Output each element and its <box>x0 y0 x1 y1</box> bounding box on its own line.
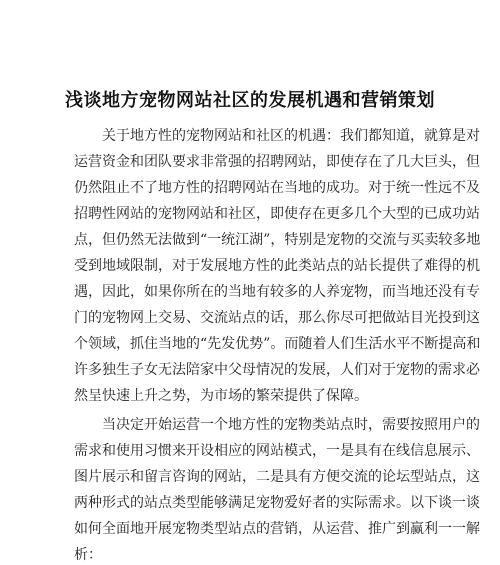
paragraph-2-line-3: 图片展示和留言咨询的网站，二是具有方便交流的论坛型站点，这 <box>74 469 480 485</box>
paragraph-1-line-11: 然呈快速上升之势，为市场的繁荣提供了保障。 <box>74 388 368 404</box>
paragraph-1-line-1: 关于地方性的宠物网站和社区的机遇：我们都知道，就算是对 <box>102 128 480 144</box>
paragraph-2-line-1: 当决定开始运营一个地方性的宠物类站点时，需要按照用户的 <box>102 417 480 433</box>
paragraph-2-line-5: 如何全面地开展宠物类型站点的营销，从运营、推广到赢利一一解 <box>74 521 480 537</box>
paragraph-1-line-6: 受到地域限制，对于发展地方性的此类站点的站长提供了难得的机 <box>74 258 480 274</box>
paragraph-1-line-3: 仍然阻止不了地方性的招聘网站在当地的成功。对于统一性远不及 <box>74 180 480 196</box>
paragraph-1-line-10: 许多独生子女无法陪家中父母情况的发展，人们对于宠物的需求必 <box>74 362 480 378</box>
paragraph-1-line-8: 门的宠物网上交易、交流站点的话，那么你尽可把做站目光投到这 <box>74 310 480 326</box>
paragraph-2-line-6: 析： <box>74 547 102 563</box>
paragraph-1-line-2: 运营资金和团队要求非常强的招聘网站，即使存在了几大巨头，但 <box>74 154 480 170</box>
article-title: 浅谈地方宠物网站社区的发展机遇和营销策划 <box>65 90 435 111</box>
paragraph-1-line-9: 个领域，抓住当地的“先发优势”。而随着人们生活水平不断提高和 <box>74 336 481 352</box>
paragraph-1-line-7: 遇，因此，如果你所在的当地有较多的人养宠物，而当地还没有专 <box>74 284 480 300</box>
paragraph-1-line-4: 招聘性网站的宠物网站和社区，即使存在更多几个大型的已成功站 <box>74 206 480 222</box>
paragraph-2-line-4: 两种形式的站点类型能够满足宠物爱好者的实际需求。以下谈一谈 <box>74 495 480 511</box>
paragraph-2-line-2: 需求和使用习惯来开设相应的网站模式，一是具有在线信息展示、 <box>74 443 480 459</box>
paragraph-1-line-5: 点，但仍然无法做到“一统江湖”，特别是宠物的交流与买卖较多地 <box>74 232 481 248</box>
